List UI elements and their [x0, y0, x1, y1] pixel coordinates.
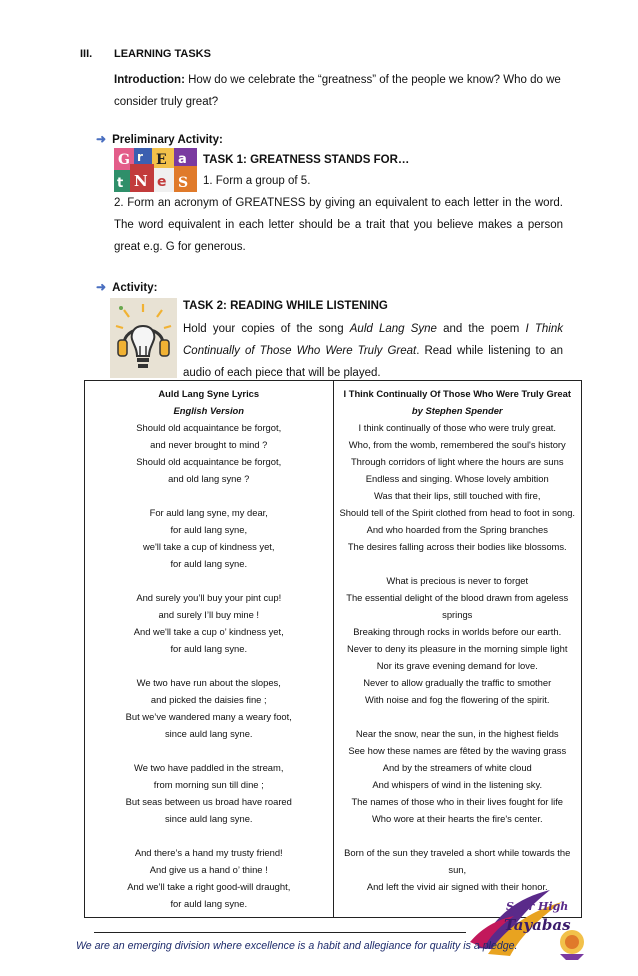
- text-line: And whispers of wind in the listening sky.: [372, 779, 543, 790]
- text-line: See how these names are fêted by the waving grass: [348, 745, 567, 756]
- text-line: For auld lang syne, my dear,: [149, 507, 268, 518]
- task2-title: TASK 2: READING WHILE LISTENING: [183, 300, 388, 312]
- poem-lines: [336, 419, 580, 895]
- text-line: Through corridors of light where the hours are suns: [350, 456, 564, 467]
- task1-title: TASK 1: GREATNESS STANDS FOR…: [203, 154, 410, 166]
- text-line: [87, 742, 331, 759]
- text-line: We two have run about the slopes,: [136, 677, 281, 688]
- svg-text:t: t: [117, 176, 124, 191]
- bullet-arrow-icon: ➜: [96, 132, 107, 146]
- text-line: since auld lang syne.: [164, 728, 253, 739]
- text-line: What is precious is never to forget: [386, 575, 529, 586]
- text-line: With noise and fog the flowering of the spirit.: [365, 694, 550, 705]
- text-line: and picked the daisies fine ;: [150, 694, 267, 705]
- text-line: [336, 827, 580, 844]
- text-line: [336, 555, 580, 572]
- svg-text:e: e: [157, 174, 167, 190]
- text-line: Never to deny its pleasure in the morning simple light: [347, 643, 568, 654]
- text-line: And we'll take a cup o’ kindness yet,: [133, 626, 284, 637]
- text-line: And we’ll take a right good-will draught,: [127, 881, 291, 892]
- letters-collage-image: [114, 148, 197, 192]
- poem-title: I Think Continually of Those Who Were Truly Great: [183, 323, 563, 357]
- footer-motto: We are an emerging division where excellence is a habit and allegiance for quality is a pledge.: [76, 940, 518, 952]
- text-line: But we’ve wandered many a weary foot,: [125, 711, 292, 722]
- footer-divider: [94, 932, 466, 933]
- section-number: III.: [80, 48, 93, 60]
- column-subtitle: English Version: [173, 405, 244, 416]
- logo-line1: Soar High: [506, 900, 569, 913]
- lightbulb-headphones-icon: [110, 298, 177, 378]
- text-line: for auld lang syne.: [170, 898, 248, 909]
- text-line: The essential delight of the blood drawn from ageless: [346, 592, 569, 603]
- text-line: from morning sun till dine ;: [153, 779, 264, 790]
- text-line: Born of the sun they traveled a short while towards the: [344, 847, 571, 858]
- text-line: [87, 827, 331, 844]
- text-line: Breaking through rocks in worlds before our earth.: [353, 626, 562, 637]
- text-line: for auld lang syne,: [170, 524, 248, 535]
- text-line: [87, 572, 331, 589]
- text-line: [336, 708, 580, 725]
- text-line: Near the snow, near the sun, in the highest fields: [355, 728, 559, 739]
- text-line: for auld lang syne.: [170, 558, 248, 569]
- text-line: And surely you’ll buy your pint cup!: [136, 592, 282, 603]
- column-title: Auld Lang Syne Lyrics: [158, 388, 260, 399]
- text-line: And give us a hand o’ thine !: [149, 864, 268, 875]
- svg-text:G: G: [118, 152, 130, 168]
- introduction: [114, 69, 594, 113]
- text-line: since auld lang syne.: [164, 813, 253, 824]
- svg-text:E: E: [156, 152, 167, 168]
- text-line: and never brought to mind ?: [150, 439, 268, 450]
- text-line: Who, from the womb, remembered the soul's history: [348, 439, 566, 450]
- activity-heading: ➜ Activity:: [96, 280, 158, 294]
- svg-text:N: N: [134, 172, 148, 190]
- task1-step2: 2. Form an acronym of GREATNESS by giving an equivalent to each letter in the word. The word equivalent in each letter should be a trait that you believe makes a person great e.g. G for generous.: [114, 197, 563, 253]
- text-line: And left the vivid air signed with their honor.: [366, 881, 548, 892]
- task2-instructions: Hold your copies of the song Auld Lang Syne and the poem I Think Continually of Those Who Were Truly Great. Read while listening to an audio of each piece that will be played.: [183, 323, 563, 379]
- text-line: Should old acquaintance be forgot,: [136, 422, 282, 433]
- text-line: Who wore at their hearts the fire's center.: [371, 813, 543, 824]
- text-line: and old lang syne ?: [168, 473, 250, 484]
- preliminary-heading: ➜ Preliminary Activity:: [96, 132, 223, 146]
- song-title: Auld Lang Syne: [349, 323, 437, 335]
- text-line: and surely I’ll buy mine !: [158, 609, 260, 620]
- text-line: Never to allow gradually the traffic to smother: [363, 677, 552, 688]
- text-line: And there’s a hand my trusty friend!: [134, 847, 283, 858]
- truly-great-column: [333, 381, 582, 918]
- intro-label: Introduction:: [114, 74, 185, 86]
- text-line: [87, 657, 331, 674]
- task1-step1: 1. Form a group of 5.: [203, 175, 311, 187]
- text-line: The desires falling across their bodies like blossoms.: [347, 541, 567, 552]
- text-line: And who hoarded from the Spring branches: [366, 524, 548, 535]
- section-title: LEARNING TASKS: [114, 48, 211, 60]
- auld-lang-syne-column: [85, 381, 334, 918]
- intro-text: How do we celebrate the “greatness” of the people we know? Who do we consider truly great?: [114, 74, 561, 108]
- bullet-arrow-icon: ➜: [96, 280, 107, 294]
- svg-text:r: r: [137, 150, 143, 164]
- text-line: We two have paddled in the stream,: [134, 762, 284, 773]
- text-line: we'll take a cup of kindness yet,: [142, 541, 275, 552]
- text-line: Should old acquaintance be forgot,: [136, 456, 282, 467]
- text-line: [87, 487, 331, 504]
- text-line: sun,: [448, 864, 467, 875]
- lyrics-table: [84, 380, 582, 918]
- text-line: for auld lang syne.: [170, 643, 248, 654]
- lyrics-lines: [87, 419, 331, 912]
- text-line: And by the streamers of white cloud: [382, 762, 532, 773]
- text-line: The names of those who in their lives fought for life: [351, 796, 564, 807]
- text-line: But seas between us broad have roared: [125, 796, 292, 807]
- svg-text:S: S: [178, 175, 189, 191]
- text-line: springs: [442, 609, 473, 620]
- text-line: Endless and singing. Whose lovely ambition: [365, 473, 549, 484]
- svg-text:a: a: [178, 152, 187, 167]
- text-line: Should tell of the Spirit clothed from head to foot in song.: [339, 507, 576, 518]
- column-subtitle: by Stephen Spender: [411, 405, 503, 416]
- column-title: I Think Continually Of Those Who Were Truly Great: [343, 388, 571, 399]
- text-line: I think continually of those who were truly great.: [358, 422, 556, 433]
- logo-line2: Tayabas: [504, 916, 571, 934]
- text-line: Was that their lips, still touched with fire,: [374, 490, 541, 501]
- text-line: Nor its grave evening demand for love.: [376, 660, 538, 671]
